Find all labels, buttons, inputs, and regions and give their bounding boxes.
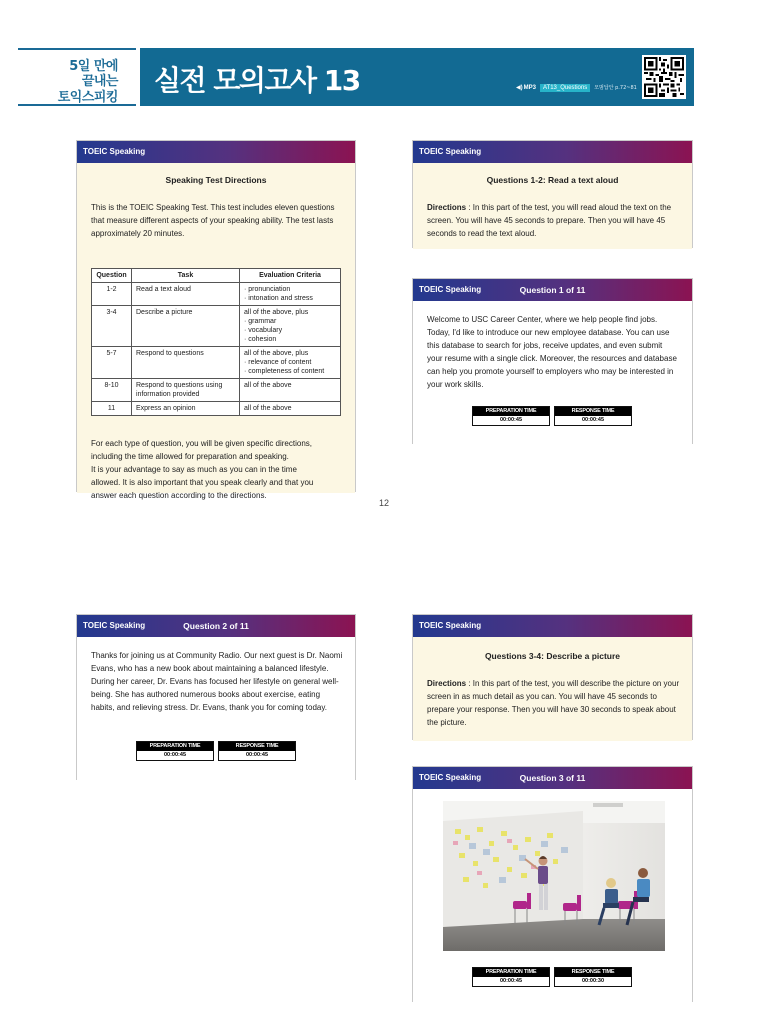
table-row (92, 283, 341, 306)
slide-body (413, 637, 692, 741)
qr-code-icon[interactable] (642, 55, 686, 99)
slide-header-bar (413, 767, 692, 789)
slide-body (413, 789, 692, 1003)
brand-label: TOEIC Speaking (419, 621, 482, 630)
criteria-item: all of the above (244, 405, 292, 412)
timer-value: 00:00:45 (473, 416, 549, 425)
outro-line: answer each question according to the directions. (91, 491, 267, 500)
brand-label: TOEIC Speaking (83, 621, 146, 630)
slide-q3-4-directions (412, 614, 693, 740)
directions-text (427, 201, 680, 240)
task-cell: Read a text aloud (132, 283, 240, 306)
directions-label: Directions (427, 203, 467, 212)
criteria-item: · vocabulary (244, 327, 283, 334)
question-range-cell: 3-4 (92, 306, 132, 347)
response-timer (554, 406, 632, 426)
brand-label: TOEIC Speaking (83, 147, 146, 156)
timer-group (136, 741, 296, 761)
series-line-1: 5일 만에 (69, 59, 118, 74)
slide-header-bar (413, 141, 692, 163)
answer-page-ref: 모범답안 p.72~81 (594, 85, 637, 91)
directions-body: : In this part of the test, you will describe the picture on your screen in as much detail as you can. You will have 45 seconds to prepare your response. Then you will have 30 seconds to speak about the picture. (427, 679, 680, 727)
response-timer (218, 741, 296, 761)
criteria-item: · cohesion (244, 336, 277, 343)
question-range-cell: 1-2 (92, 283, 132, 306)
criteria-cell (240, 306, 341, 347)
question-number: Question 2 of 11 (183, 621, 249, 631)
criteria-cell (240, 347, 341, 379)
timer-value: 00:00:45 (473, 977, 549, 986)
task-cell: Respond to questions (132, 347, 240, 379)
audio-file-tag[interactable]: AT13_Questions (540, 84, 590, 92)
timer-label: RESPONSE TIME (219, 742, 295, 751)
preparation-timer (472, 406, 550, 426)
timer-label: RESPONSE TIME (555, 407, 631, 416)
intro-text: This is the TOEIC Speaking Test. This test includes eleven questions that measure different aspects of your speaking ability. The test lasts approximately 20 minutes. (91, 203, 335, 238)
question-range-cell: 5-7 (92, 347, 132, 379)
criteria-item: all of the above (244, 382, 292, 389)
slide-title: Questions 1-2: Read a text aloud (486, 175, 619, 185)
question-range-cell: 11 (92, 402, 132, 416)
criteria-cell (240, 283, 341, 306)
criteria-cell (240, 379, 341, 402)
office-meeting-photo (443, 801, 665, 951)
slide-body (77, 163, 355, 500)
task-cell: Respond to questions using information provided (132, 379, 240, 402)
series-line-3: 토익스피킹 (57, 90, 118, 105)
timer-label: PREPARATION TIME (473, 407, 549, 416)
speaker-icon: ◀) (516, 85, 523, 91)
outro-line: For each type of question, you will be given specific directions, (91, 439, 313, 448)
criteria-item: · completeness of content (244, 368, 325, 375)
timer-label: PREPARATION TIME (473, 968, 549, 977)
criteria-cell (240, 402, 341, 416)
col-header: Question (92, 269, 132, 283)
col-header: Task (132, 269, 240, 283)
table-row (92, 306, 341, 347)
timer-label: PREPARATION TIME (137, 742, 213, 751)
slide-header-bar (413, 279, 692, 301)
criteria-item: all of the above, plus (244, 309, 309, 316)
outro-line: It is your advantage to say as much as you can in the time (91, 465, 297, 474)
outro-line: allowed. It is also important that you speak clearly and that you (91, 478, 314, 487)
task-cell: Describe a picture (132, 306, 240, 347)
question-text: Welcome to USC Career Center, where we help people find jobs. Today, I'd like to introduce our new employee database. You can use this database to search for jobs, receive updates, and even submit your resume with a single click. Moreover, the resources and database can help you promote yourself to employers who may be interested in your work skills. (427, 315, 677, 389)
question-range-cell: 8-10 (92, 379, 132, 402)
question-text: Thanks for joining us at Community Radio. Our next guest is Dr. Naomi Evans, who has a new book about maintaining a balanced lifestyle. During her career, Dr. Evans has focused her lifestyle on general well-being. She has authored numerous books about exercise, eating habits, and relieving stress. Dr. Evans, thank you for coming today. (91, 651, 343, 712)
criteria-item: · pronunciation (244, 286, 291, 293)
preparation-timer (472, 967, 550, 987)
brand-label: TOEIC Speaking (419, 147, 482, 156)
slide-directions (76, 140, 356, 500)
mp3-label: MP3 (523, 84, 536, 91)
timer-value: 00:00:45 (137, 751, 213, 760)
criteria-item: all of the above, plus (244, 350, 309, 357)
question-number: Question 1 of 11 (519, 285, 586, 295)
page-title: 실전 모의고사 13 (154, 64, 360, 97)
timer-group (472, 967, 632, 987)
question-number: Question 3 of 11 (519, 773, 586, 783)
table-row (92, 347, 341, 379)
audio-info (516, 83, 637, 92)
brand-label: TOEIC Speaking (419, 773, 482, 782)
criteria-item: · intonation and stress (244, 295, 313, 302)
slide-title: Speaking Test Directions (165, 175, 267, 185)
timer-group (472, 406, 632, 426)
table-row (92, 402, 341, 416)
task-cell: Express an opinion (132, 402, 240, 416)
outro-text (91, 437, 347, 502)
directions-text (427, 677, 682, 729)
slide-body (77, 637, 355, 781)
criteria-item: · relevance of content (244, 359, 312, 366)
preparation-timer (136, 741, 214, 761)
col-header: Evaluation Criteria (240, 269, 341, 283)
series-line-2: 끝내는 (81, 74, 118, 89)
slide-title: Questions 3-4: Describe a picture (484, 651, 621, 661)
timer-value: 00:00:30 (555, 977, 631, 986)
mp3-badge[interactable] (516, 84, 536, 91)
slide-q1-2-directions (412, 140, 693, 248)
outro-line: including the time allowed for preparation and speaking. (91, 452, 289, 461)
title-banner (140, 48, 694, 106)
directions-body: : In this part of the test, you will read aloud the text on the screen. You will have 45 seconds to prepare. Then you will have 45 seconds to read the text aloud. (427, 203, 672, 238)
slide-header-bar (413, 615, 692, 637)
page-number: 12 (378, 498, 389, 508)
response-timer (554, 967, 632, 987)
slide-header-bar (77, 615, 355, 637)
criteria-table (91, 268, 341, 416)
timer-label: RESPONSE TIME (555, 968, 631, 977)
series-logo (18, 48, 136, 106)
timer-value: 00:00:45 (555, 416, 631, 425)
slide-header-bar (77, 141, 355, 163)
table-row (92, 379, 341, 402)
slide-body (413, 163, 692, 249)
slide-question-2 (76, 614, 356, 780)
slide-body (413, 301, 692, 445)
directions-label: Directions (427, 679, 467, 688)
slide-question-1 (412, 278, 693, 444)
slide-question-3 (412, 766, 693, 1002)
brand-label: TOEIC Speaking (419, 285, 482, 294)
criteria-item: · grammar (244, 318, 277, 325)
timer-value: 00:00:45 (219, 751, 295, 760)
